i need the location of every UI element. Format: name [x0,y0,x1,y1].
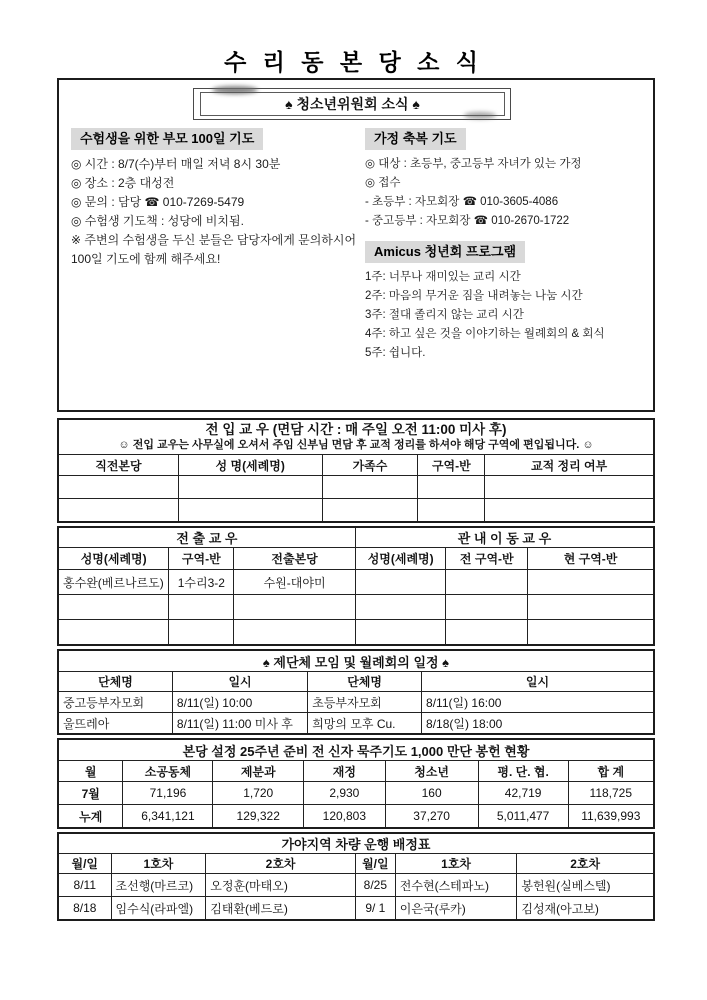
table-cell [322,499,418,523]
table-cell: 홍수완(베르나르도) [58,570,169,595]
exam-prayer-line: ◎ 장소 : 2층 대성전 [71,176,175,190]
table-header-row [58,672,654,692]
table-header-row [58,761,654,782]
table-cell: 6,341,121 [123,805,213,829]
table-title-row [58,833,654,854]
table-header-row [58,854,654,874]
family-blessing-line: - 중고등부 : 자모회장 ☎ 010-2670-1722 [365,215,570,227]
table-cell: 160 [385,782,478,805]
table-row [58,805,654,829]
amicus-program-line: 4주: 하고 싶은 것을 이야기하는 월례회의 & 회식 [365,328,605,340]
column-header: 단체명 [58,672,172,692]
table-cell [58,595,169,620]
column-header: 현 구역-반 [528,548,654,570]
column-header: 2호차 [206,854,356,874]
table-cell: 임수식(라파엘) [111,897,206,921]
youth-committee-header-box [193,88,511,120]
column-header: 청소년 [385,761,478,782]
transfer-in-title: 전 입 교 우 (면담 시간 : 매 주일 오전 11:00 미사 후) [205,422,507,437]
rosary-offering-title: 본당 설정 25주년 준비 전 신자 묵주기도 1,000 만단 봉헌 현황 [58,739,654,761]
table-title-row [58,650,654,672]
table-cell [58,476,178,499]
table-cell [58,499,178,523]
youth-committee-header: ♠ 청소년위원회 소식 ♠ [200,92,505,116]
table-cell [528,595,654,620]
table-cell: 오정훈(마태오) [206,874,356,897]
transfer-out-title: 전 출 교 우 [58,527,355,548]
transfer-out-table [57,526,655,646]
family-blessing-line: ◎ 접수 [365,177,401,189]
column-header: 단체명 [308,672,422,692]
table-cell [234,620,356,646]
column-header: 성명(세례명) [58,548,169,570]
column-header: 교적 정리 여부 [485,455,654,476]
exam-prayer-line: ◎ 문의 : 담당 ☎ 010-7269-5479 [71,195,245,209]
table-cell [418,476,485,499]
exam-prayer-line: ◎ 시간 : 8/7(수)부터 매일 저녁 8시 30분 [71,157,281,171]
amicus-program-line: 2주: 마음의 무거운 짐을 내려놓는 나눔 시간 [365,290,583,302]
table-cell: 8/18 [58,897,111,921]
table-cell [485,476,654,499]
exam-prayer-line: ◎ 수험생 기도책 : 성당에 비치됨. [71,214,244,228]
family-blessing-title: 가정 축복 기도 [365,128,466,150]
group-meetings-table [57,649,655,735]
column-header: 구역-반 [418,455,485,476]
table-row [58,874,654,897]
table-cell: 1수리3-2 [169,570,234,595]
table-title-row [58,527,654,548]
table-cell [169,620,234,646]
table-cell [446,620,528,646]
table-cell [418,499,485,523]
vehicle-assignment-title: 가야지역 차량 운행 배정표 [58,833,654,854]
table-title-row [58,419,654,455]
group-meetings-title: ♠ 제단체 모임 및 월례회의 일정 ♠ [58,650,654,672]
table-cell [355,620,446,646]
table-header-row [58,548,654,570]
table-cell [446,595,528,620]
column-header: 월 [58,761,123,782]
table-cell: 1,720 [213,782,304,805]
table-cell [178,476,322,499]
table-cell [528,620,654,646]
amicus-program-title: Amicus 청년회 프로그램 [365,241,525,263]
amicus-program-line: 5주: 쉽니다. [365,347,426,359]
exam-prayer-title: 수험생을 위한 부모 100일 기도 [71,128,263,150]
table-row [58,782,654,805]
table-cell: 8/25 [355,874,395,897]
column-header: 가족수 [322,455,418,476]
table-cell: 울뜨레아 [58,713,172,735]
table-row [58,713,654,735]
column-header: 일시 [172,672,307,692]
youth-committee-section [57,78,655,412]
vehicle-assignment-table [57,832,655,921]
amicus-program-line: 3주: 절대 졸리지 않는 교리 시간 [365,309,524,321]
table-cell: 8/11(일) 16:00 [422,692,654,713]
table-cell: 전수현(스테파노) [395,874,517,897]
column-header: 1호차 [395,854,517,874]
column-header: 재정 [304,761,386,782]
table-row [58,570,654,595]
column-header: 월/일 [355,854,395,874]
exam-prayer-note: ※ 주변의 수험생을 두신 분들은 담당자에게 문의하시어 100일 기도에 함께 해주세요! [71,233,357,266]
column-header: 성 명(세례명) [178,455,322,476]
column-header: 구역-반 [169,548,234,570]
table-cell: 118,725 [568,782,654,805]
column-header: 소공동체 [123,761,213,782]
table-cell [58,620,169,646]
row-header: 7월 [58,782,123,805]
row-header: 누계 [58,805,123,829]
table-cell: 5,011,477 [478,805,568,829]
table-cell: 8/11 [58,874,111,897]
column-header: 합 계 [568,761,654,782]
column-header: 전 구역-반 [446,548,528,570]
column-header: 성명(세례명) [355,548,446,570]
table-cell: 조선행(마르코) [111,874,206,897]
table-cell: 김태환(베드로) [206,897,356,921]
column-header: 제분과 [213,761,304,782]
table-row [58,620,654,646]
table-cell [485,499,654,523]
table-cell [169,595,234,620]
table-cell: 초등부자모회 [308,692,422,713]
table-row [58,476,654,499]
table-cell: 수원-대야미 [234,570,356,595]
column-header: 일시 [422,672,654,692]
exam-prayer-block [71,128,363,269]
tables-area [57,418,655,924]
table-cell: 37,270 [385,805,478,829]
table-cell: 11,639,993 [568,805,654,829]
table-cell: 120,803 [304,805,386,829]
table-cell: 71,196 [123,782,213,805]
table-cell: 129,322 [213,805,304,829]
table-title-row [58,739,654,761]
table-row [58,692,654,713]
column-header: 전출본당 [234,548,356,570]
table-cell: 중고등부자모회 [58,692,172,713]
transfer-in-table [57,418,655,523]
transfer-in-subtitle: ☺ 전입 교우는 사무실에 오셔서 주임 신부님 면담 후 교적 정리를 하셔야 해당 구역에 편입됩니다. ☺ [118,439,594,451]
table-cell [234,595,356,620]
table-cell [178,499,322,523]
rosary-offering-table [57,738,655,829]
table-cell [355,595,446,620]
table-cell: 이은국(루카) [395,897,517,921]
table-cell: 9/ 1 [355,897,395,921]
table-cell: 희망의 모후 Cu. [308,713,422,735]
table-cell: 2,930 [304,782,386,805]
right-column [365,128,647,363]
table-header-row [58,455,654,476]
table-cell: 8/18(일) 18:00 [422,713,654,735]
internal-move-title: 관 내 이 동 교 우 [355,527,654,548]
table-cell [446,570,528,595]
table-row [58,595,654,620]
column-header: 평. 단. 협. [478,761,568,782]
table-cell: 김성재(아고보) [517,897,654,921]
table-row [58,897,654,921]
table-cell [355,570,446,595]
table-row [58,499,654,523]
column-header: 2호차 [517,854,654,874]
column-header: 1호차 [111,854,206,874]
table-cell [528,570,654,595]
table-cell: 42,719 [478,782,568,805]
table-cell: 8/11(일) 11:00 미사 후 [172,713,307,735]
table-cell: 봉헌원(실베스텔) [517,874,654,897]
column-header: 월/일 [58,854,111,874]
family-blessing-line: ◎ 대상 : 초등부, 중고등부 자녀가 있는 가정 [365,158,582,170]
transfer-in-title-cell [58,419,654,455]
column-header: 직전본당 [58,455,178,476]
family-blessing-line: - 초등부 : 자모회장 ☎ 010-3605-4086 [365,196,559,208]
table-cell: 8/11(일) 10:00 [172,692,307,713]
page-title: 수 리 동 본 당 소 식 [224,49,483,75]
table-cell [322,476,418,499]
amicus-program-line: 1주: 너무나 재미있는 교리 시간 [365,271,521,283]
